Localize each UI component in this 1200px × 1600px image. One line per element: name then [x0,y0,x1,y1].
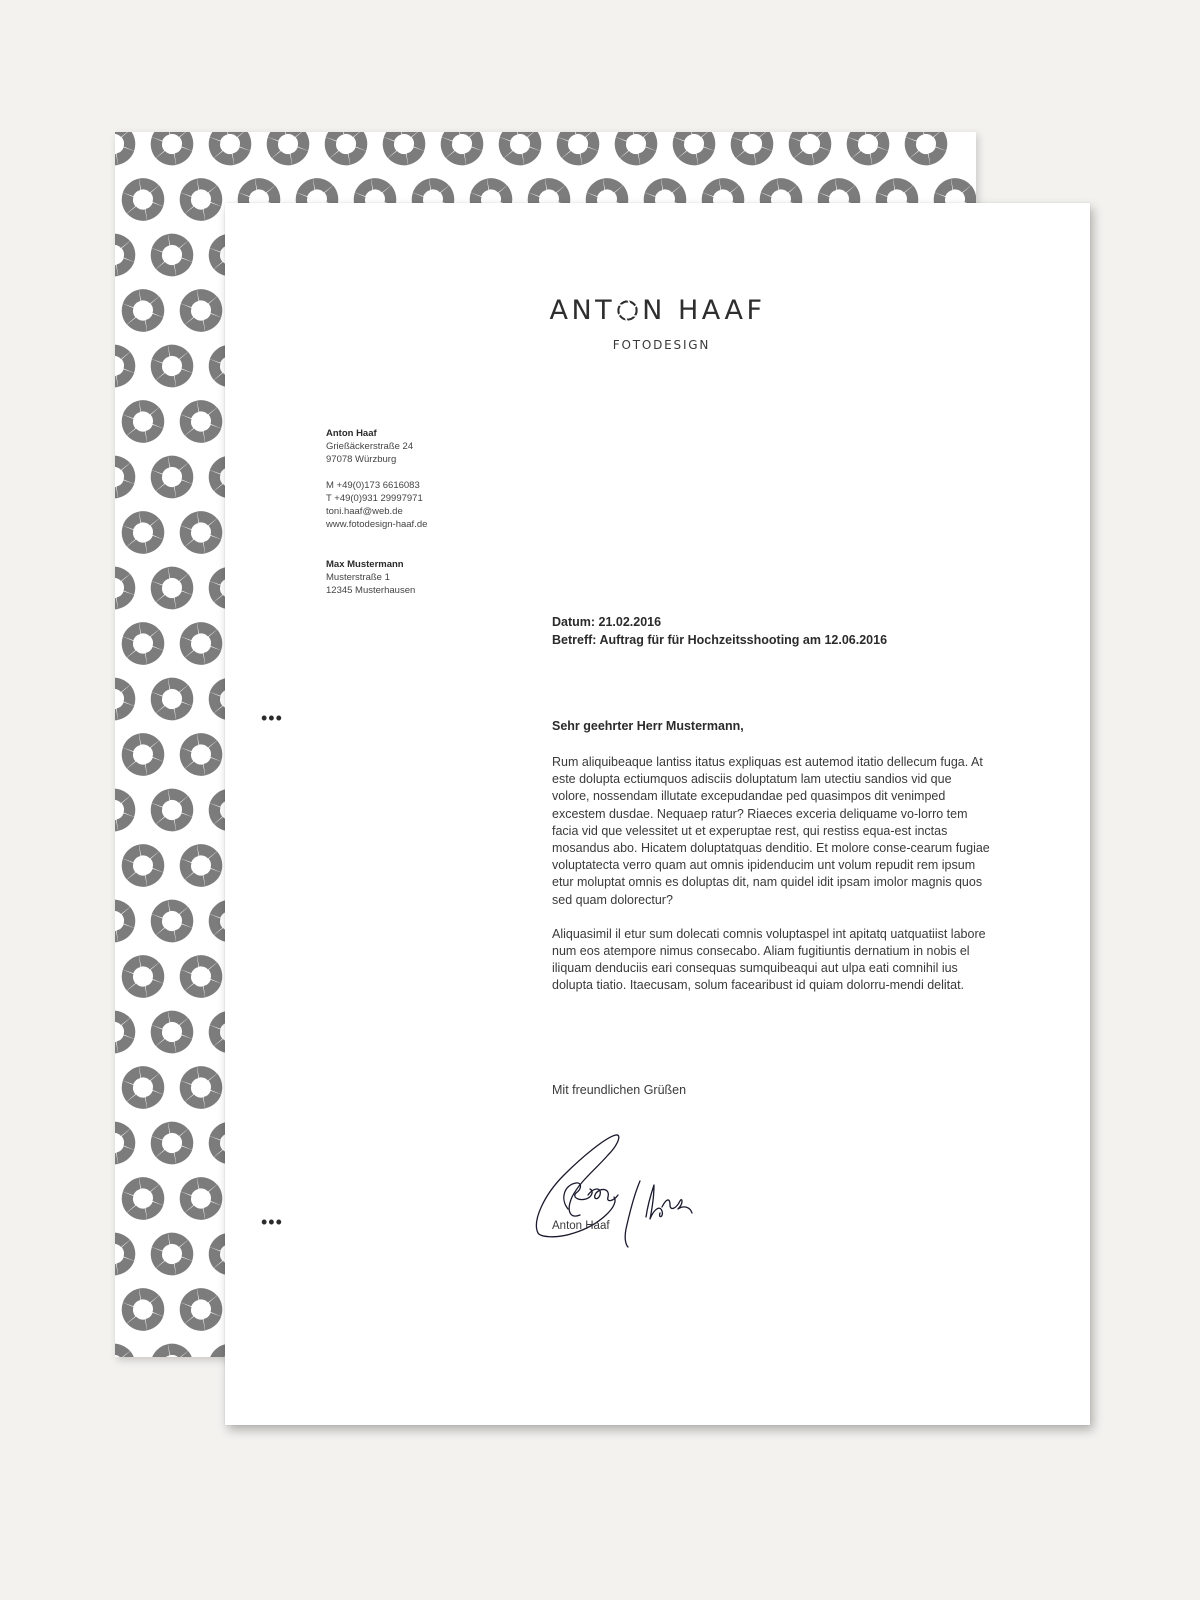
logo-subtitle: FOTODESIGN [612,338,711,352]
aperture-pattern-mark [115,230,140,279]
fold-mark-lower: ••• [261,1212,283,1232]
aperture-pattern-mark [115,785,140,834]
aperture-pattern-mark [146,563,199,612]
body-paragraph: Rum aliquibeaque lantiss itatus expliquas est autemod itatio dellecum fuga. At este dolupta ectiumquos adisciis doluptatum lam utectiu sandios vid que volore, nossendam illutate excepudandae ped quasimpos dit venimped excestem dusdae. Nequaep ratur? Riaeces exceria deliquame vo-lorro tem facia vid que velessitet ut et experuptae rest, qui restiss equa-est inctas mosandus abo. Hicatem doluptatquas denditio. Et molore conse-cearum fugiae voluptatecta verro quam aut omnis ipidenducim unt volum repudit rem ipsum etur moluptat omnis es doluptas dit, nam quidel idit ipsam imolor magnis quos sed quam dolorectur? [552,755,990,907]
aperture-pattern-mark [115,674,140,723]
aperture-pattern-mark [726,132,779,169]
recipient-block [326,558,415,597]
sender-website: www.fotodesign-haaf.de [326,519,428,530]
aperture-pattern-mark [262,132,315,169]
aperture-pattern-mark [117,1174,170,1223]
aperture-pattern-mark [117,286,170,335]
sender-phone: T +49(0)931 29997971 [326,493,423,504]
aperture-pattern-mark [146,230,199,279]
aperture-pattern-mark [146,896,199,945]
aperture-pattern-mark [175,397,228,446]
aperture-pattern-mark [175,841,228,890]
aperture-pattern-mark [494,132,547,169]
aperture-pattern-mark [115,563,140,612]
aperture-pattern-mark [115,341,140,390]
aperture-pattern-mark [117,952,170,1001]
aperture-pattern-mark [842,132,895,169]
handwritten-signature [530,1125,710,1255]
aperture-pattern-mark [117,619,170,668]
aperture-pattern-mark [436,132,489,169]
recipient-street: Musterstraße 1 [326,572,390,583]
aperture-pattern-mark [320,132,373,169]
aperture-pattern-mark [175,175,228,224]
aperture-pattern-mark [175,1174,228,1223]
sender-block [326,427,427,531]
aperture-pattern-mark [175,1063,228,1112]
logo-wordmark [550,295,766,326]
aperture-pattern-mark [117,397,170,446]
logo-name-part-1: ANT [549,295,616,326]
aperture-pattern-mark [146,1118,199,1167]
recipient-name: Max Mustermann [326,559,404,570]
aperture-pattern-mark [146,1340,199,1357]
aperture-pattern-mark [117,1285,170,1334]
sender-mobile: M +49(0)173 6616083 [326,480,420,491]
letter-meta [552,613,887,649]
aperture-pattern-mark [115,1340,140,1357]
aperture-pattern-mark [117,175,170,224]
aperture-pattern-mark [115,132,140,169]
aperture-pattern-mark [552,132,605,169]
aperture-pattern-mark [115,1229,140,1278]
aperture-pattern-mark [900,132,953,169]
brand-logo [225,295,1090,352]
salutation: Sehr geehrter Herr Mustermann, [552,719,744,733]
aperture-pattern-mark [146,785,199,834]
letter-subject: Betreff: Auftrag für für Hochzeitsshooting am 12.06.2016 [552,633,888,647]
aperture-pattern-mark [146,132,199,169]
sender-email: toni.haaf@web.de [326,506,403,517]
aperture-pattern-mark [146,1007,199,1056]
aperture-pattern-mark [115,452,140,501]
aperture-pattern-mark [117,508,170,557]
aperture-pattern-mark [115,896,140,945]
aperture-pattern-mark [784,132,837,169]
aperture-pattern-mark [146,674,199,723]
logo-name-part-2: N HAAF [642,295,766,326]
aperture-pattern-mark [204,132,257,169]
sender-street: Grießäckerstraße 24 [326,441,414,452]
closing-phrase: Mit freundlichen Grüßen [552,1083,687,1097]
sender-city: 97078 Würzburg [326,454,397,465]
aperture-pattern-mark [115,1007,140,1056]
aperture-pattern-mark [117,730,170,779]
aperture-pattern-mark [117,841,170,890]
aperture-pattern-mark [146,452,199,501]
aperture-pattern-mark [610,132,663,169]
aperture-pattern-mark [175,286,228,335]
letter-date: Datum: 21.02.2016 [552,615,662,629]
aperture-pattern-mark [146,1229,199,1278]
aperture-pattern-mark [175,1285,228,1334]
signer-name: Anton Haaf [552,1220,610,1232]
letter-body [552,754,992,1012]
body-paragraph: Aliquasimil il etur sum dolecati comnis voluptaspel int apitatq uatquatiist labore num eos atempore nimus consecabo. Aliam fugitiuntis dernatium in nobis el iliquam denduciis eari consequas sumquibeaqui aut ulpa eati comnihil ius dolupta tiatio. Itaecusam, solum facearibust id quiam dolorru-mendi delitat. [552,926,986,993]
aperture-pattern-mark [668,132,721,169]
aperture-pattern-mark [175,730,228,779]
aperture-pattern-mark [378,132,431,169]
aperture-pattern-mark [117,1063,170,1112]
recipient-city: 12345 Musterhausen [326,585,416,596]
aperture-pattern-mark [115,1118,140,1167]
aperture-pattern-mark [175,508,228,557]
letter-sheet [225,203,1090,1425]
fold-mark-upper: ••• [261,708,283,728]
aperture-pattern-mark [175,952,228,1001]
aperture-pattern-mark [175,619,228,668]
sender-name: Anton Haaf [326,428,377,439]
aperture-icon [616,299,639,322]
aperture-pattern-mark [146,341,199,390]
